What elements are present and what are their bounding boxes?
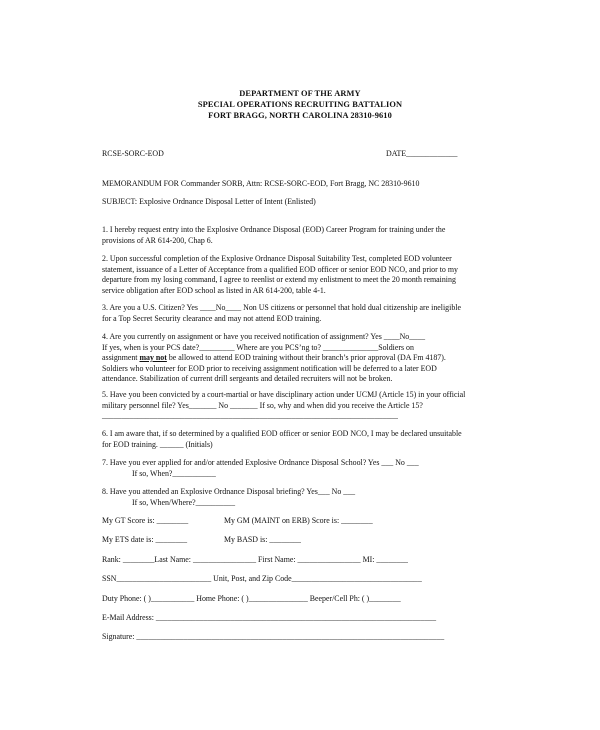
ssn-unit-fields[interactable]: SSN________________________ Unit, Post, and Zip Code_________________________________ bbox=[102, 574, 422, 583]
paragraph-1: 1. I hereby request entry into the Explosive Ordnance Disposal (EOD) Career Program for training under the provisions of AR 614-200, Chap 6. bbox=[102, 225, 446, 245]
paragraph-6-suitability: 6. I am aware that, if so determined by a qualified EOD officer or senior EOD NCO, I may be declared unsuitable for EOD training. ______ (Initials) bbox=[102, 429, 462, 449]
paragraph-7-school: 7. Have you ever applied for and/or attended Explosive Ordnance Disposal School? Yes ___ No ___ If so, When?___________ bbox=[102, 458, 419, 478]
paragraph-2: 2. Upon successful completion of the Explosive Ordnance Disposal Suitability Test, completed EOD volunteer statement, issuance of a Letter of Acceptance from a qualified EOD officer or senior EOD NCO, and prior to my departure from my losing command, I agree to reenlist or extend my enlistment to meet the 20 month remaining service obligation after EOD school as listed in AR 614-200, table 4-1. bbox=[102, 254, 458, 295]
header-line-2: SPECIAL OPERATIONS RECRUITING BATTALION bbox=[197, 100, 403, 109]
name-fields[interactable]: Rank: ________Last Name: ________________ First Name: ________________ MI: ________ bbox=[102, 555, 408, 564]
date-field[interactable]: DATE_____________ bbox=[386, 149, 458, 158]
basd-field[interactable]: My BASD is: ________ bbox=[224, 535, 301, 544]
signature-field[interactable]: Signature: ______________________________________________________________________________ bbox=[102, 632, 445, 641]
ets-date-field[interactable]: My ETS date is: ________ bbox=[102, 535, 188, 544]
paragraph-5-discipline: 5. Have you been convicted by a court-martial or have disciplinary action under UCMJ (Article 15) in your official military personnel file? Yes_______ No _______ If so, why and when did you receive the Article 15? ___________________________________________________________________________ bbox=[102, 390, 466, 420]
paragraph-3-citizenship: 3. Are you a U.S. Citizen? Yes ____No____ Non US citizens or personnel that hold dual citizenship are ineligible for a Top Secret Security clearance and may not attend EOD training. bbox=[102, 303, 461, 323]
paragraph-4-assignment: 4. Are you currently on assignment or have you received notification of assignment? Yes ____No____ If yes, when is your PCS date?_________ Where are you PCS’ng to? ______________Soldiers on assignment may not be allowed to attend EOD training without their branch’s prior approval (DA Fm 4187). Soldiers who volunteer for EOD prior to receiving assignment notification will be deferred to a later EOD attendance. Stabilization of current drill sergeants and detailed recruiters will not be broken. bbox=[102, 332, 446, 383]
emphasis-may-not: may not bbox=[139, 353, 167, 362]
subject-line: SUBJECT: Explosive Ordnance Disposal Letter of Intent (Enlisted) bbox=[102, 197, 316, 206]
header-line-1: DEPARTMENT OF THE ARMY bbox=[239, 89, 361, 98]
phone-fields[interactable]: Duty Phone: ( )___________ Home Phone: ( )_______________ Beeper/Cell Ph: ( )________ bbox=[102, 594, 401, 603]
gm-score-field[interactable]: My GM (MAINT on ERB) Score is: ________ bbox=[224, 516, 373, 525]
paragraph-8-briefing: 8. Have you attended an Explosive Ordnance Disposal briefing? Yes___ No ___ If so, When/Where?__________ bbox=[102, 487, 356, 507]
memo-for: MEMORANDUM FOR Commander SORB, Attn: RCSE-SORC-EOD, Fort Bragg, NC 28310-9610 bbox=[102, 179, 420, 188]
office-symbol: RCSE-SORC-EOD bbox=[102, 149, 164, 158]
gt-score-field[interactable]: My GT Score is: ________ bbox=[102, 516, 189, 525]
header-line-3: FORT BRAGG, NORTH CAROLINA 28310-9610 bbox=[208, 111, 392, 120]
email-field[interactable]: E-Mail Address: _______________________________________________________________________ bbox=[102, 613, 437, 622]
